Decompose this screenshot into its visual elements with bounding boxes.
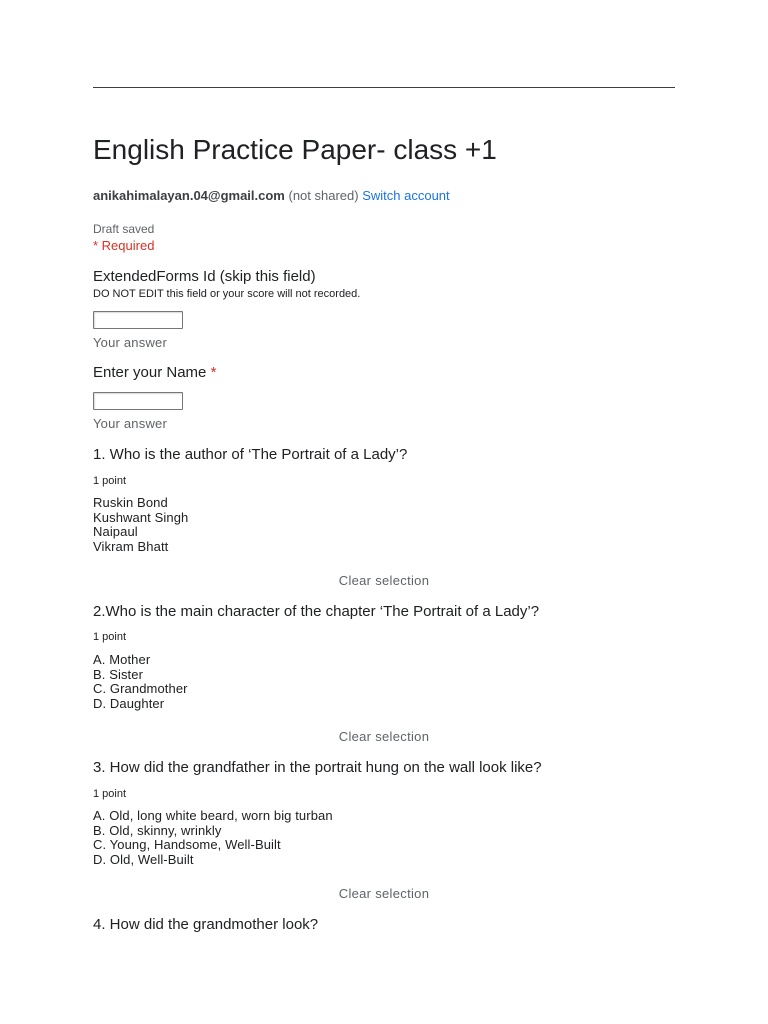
question-3-option[interactable]: A. Old, long white beard, worn big turban — [93, 808, 333, 823]
question-2-option[interactable]: A. Mother — [93, 652, 151, 667]
extended-id-helper: Your answer — [93, 335, 167, 350]
question-3-option[interactable]: B. Old, skinny, wrinkly — [93, 822, 222, 838]
question-3-title: 3. How did the grandfather in the portrait hung on the wall look like? — [93, 759, 542, 776]
question-4-title: 4. How did the grandmother look? — [93, 916, 319, 933]
question-3-options — [93, 809, 333, 867]
name-label — [93, 364, 216, 382]
question-1-clear-row — [0, 573, 768, 589]
question-3-clear-row — [0, 886, 768, 902]
question-1-option[interactable]: Kushwant Singh — [93, 509, 189, 525]
extended-id-description: DO NOT EDIT this field or your score will not recorded. — [93, 288, 361, 300]
header-divider — [93, 87, 675, 88]
account-line — [93, 187, 450, 205]
question-2-clear-selection-button[interactable]: Clear selection — [338, 729, 430, 744]
question-2-options — [93, 653, 188, 711]
question-2-title: 2.Who is the main character of the chapter ‘The Portrait of a Lady’? — [93, 603, 540, 620]
question-3-option[interactable]: C. Young, Handsome, Well-Built — [93, 837, 281, 853]
question-1-points: 1 point — [93, 475, 127, 487]
form-title: English Practice Paper- class +1 — [93, 134, 497, 165]
question-2-option[interactable]: B. Sister — [93, 666, 144, 682]
question-2-option[interactable]: C. Grandmother — [93, 681, 188, 697]
name-helper: Your answer — [93, 416, 167, 431]
question-1-options — [93, 496, 188, 554]
question-2-points: 1 point — [93, 631, 127, 643]
question-2-clear-row — [0, 729, 768, 745]
question-3-option[interactable]: D. Old, Well-Built — [93, 851, 194, 867]
question-3-clear-selection-button[interactable]: Clear selection — [338, 886, 430, 901]
question-1-option[interactable]: Ruskin Bond — [93, 495, 168, 510]
name-label-text: Enter your Name — [93, 364, 207, 381]
question-1-option[interactable]: Vikram Bhatt — [93, 538, 169, 554]
draft-status: Draft saved — [93, 222, 155, 236]
question-1-title: 1. Who is the author of ‘The Portrait of a Lady’? — [93, 446, 408, 463]
question-2-option[interactable]: D. Daughter — [93, 695, 165, 711]
question-1-option[interactable]: Naipaul — [93, 524, 138, 540]
question-3-points: 1 point — [93, 788, 127, 800]
name-input[interactable] — [93, 392, 183, 410]
account-email: anikahimalayan.04@gmail.com — [93, 188, 285, 203]
extended-id-label: ExtendedForms Id (skip this field) — [93, 268, 316, 285]
extended-id-input[interactable] — [93, 311, 183, 329]
required-star: * — [210, 364, 217, 381]
switch-account-link[interactable]: Switch account — [362, 188, 450, 203]
account-shared-note: (not shared) — [288, 188, 359, 203]
required-note: * Required — [93, 238, 155, 253]
question-1-clear-selection-button[interactable]: Clear selection — [338, 573, 430, 588]
